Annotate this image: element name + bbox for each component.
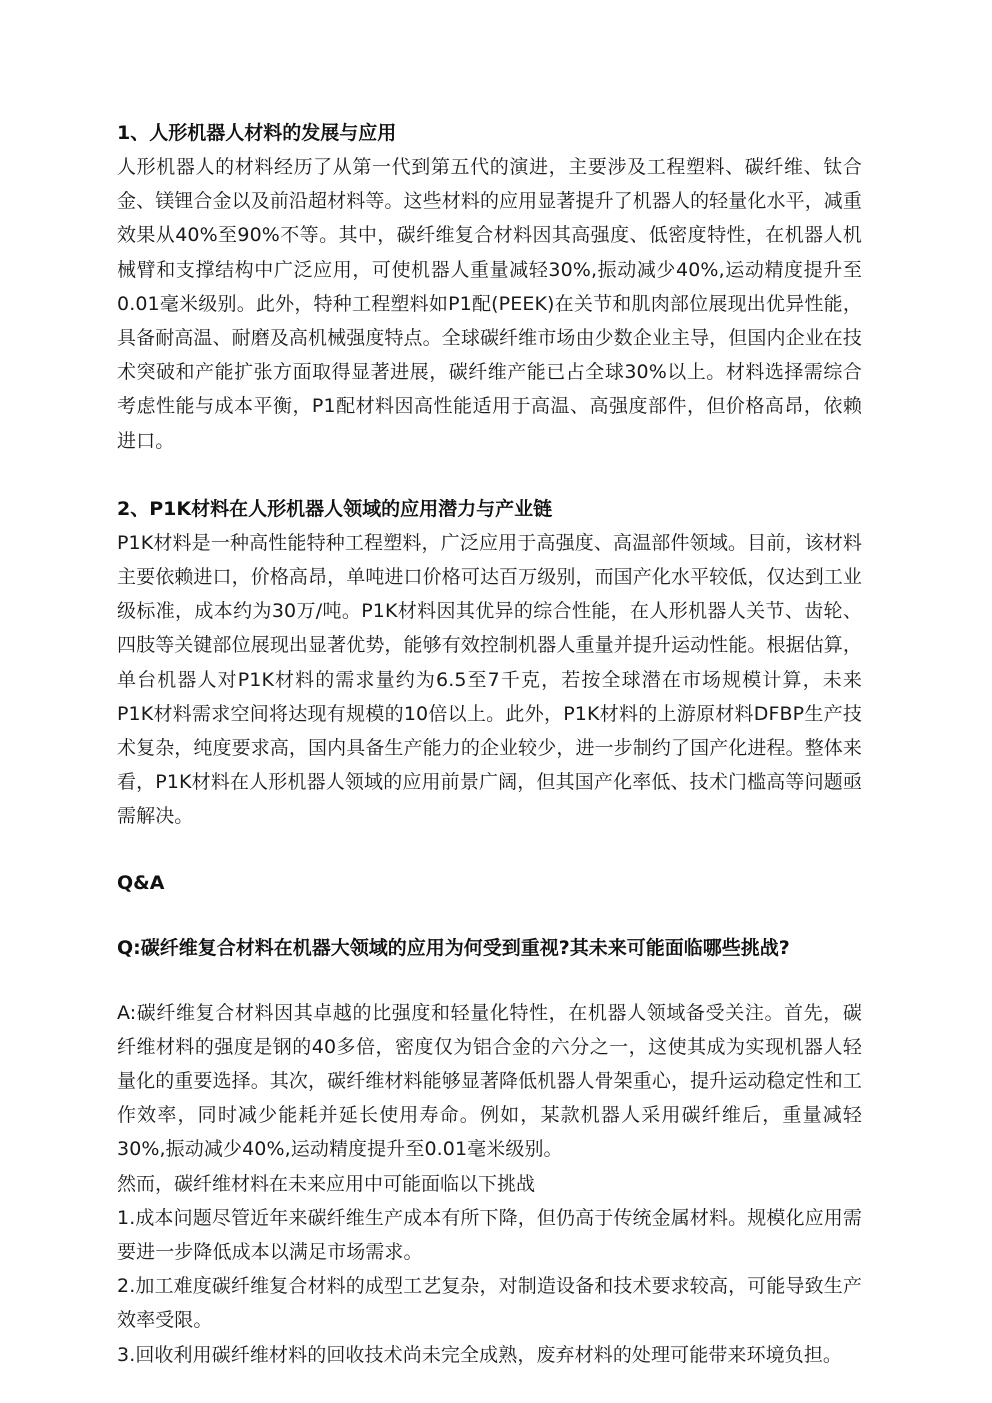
spacer [117,900,862,931]
spacer [117,834,862,866]
answer-paragraph: A:碳纤维复合材料因其卓越的比强度和轻量化特性，在机器人领域备受关注。首先，碳纤维材料的强度是钢的40多倍，密度仅为铝合金的六分之一，这使其成为实现机器人轻量化的重要选择。其次，碳纤维材料能够显著降低机器人骨架重心，提升运动稳定性和工作效率，同时减少能耗并延长使用寿命。例如，某款机器人采用碳纤维后，重量减轻30%,振动减少40%,运动精度提升至0.01毫米级别。 [117,1001,862,1161]
section-paragraph: 人形机器人的材料经历了从第一代到第五代的演进，主要涉及工程塑料、碳纤维、钛合金、镁锂合金以及前沿超材料等。这些材料的应用显著提升了机器人的轻量化水平，减重效果从40%至90%不等。其中，碳纤维复合材料因其高强度、低密度特性，在机器人机械臂和支撑结构中广泛应用，可使机器人重量减轻30%,振动减少40%,运动精度提升至0.01毫米级别。此外，特种工程塑料如P1配(PEEK)在关节和肌肉部位展现出优异性能，具备耐高温、耐磨及高机械强度特点。全球碳纤维市场由少数企业主导，但国内企业在技术突破和产能扩张方面取得显著进展，碳纤维产能已占全球30%以上。材料选择需综合考虑性能与成本平衡，P1配材料因高性能适用于高温、高强度部件，但价格高昂，依赖进口。 [117,156,862,452]
challenge-item: 3.回收利用碳纤维材料的回收技术尚未完全成熟，废弃材料的处理可能带来环境负担。 [117,1343,843,1366]
section-paragraph: P1K材料是一种高性能特种工程塑料，广泛应用于高强度、高温部件领域。目前，该材料主要依赖进口，价格高昂，单吨进口价格可达百万级别，而国产化水平较低，仅达到工业级标准，成本约为30万/吨。P1K材料因其优异的综合性能，在人形机器人关节、齿轮、四肢等关键部位展现出显著优势，能够有效控制机器人重量并提升运动性能。根据估算，单台机器人对P1K材料的需求量约为6.5至7千克，若按全球潜在市场规模计算，未来P1K材料需求空间将达现有规模的10倍以上。此外，P1K材料的上游原材料DFBP生产技术复杂，纯度要求高，国内具备生产能力的企业较少，进一步制约了国产化进程。整体来看，P1K材料在人形机器人领域的应用前景广阔，但其国产化率低、技术门槛高等问题亟需解决。 [117,531,862,828]
challenges-intro: 然而，碳纤维材料在未来应用中可能面临以下挑战 [117,1172,536,1195]
spacer [117,965,862,996]
challenge-item: 1.成本问题尽管近年来碳纤维生产成本有所下降，但仍高于传统金属材料。规模化应用需要进一步降低成本以满足市场需求。 [117,1206,862,1264]
challenge-item: 2.加工难度碳纤维复合材料的成型工艺复杂，对制造设备和技术要求较高，可能导致生产效率受限。 [117,1275,862,1332]
section-qa [117,866,862,1372]
section-heading: 1、人形机器人材料的发展与应用 [117,122,397,144]
qa-heading: Q&A [117,871,165,894]
spacer [117,458,862,492]
section-material-development [117,116,862,458]
document-page [117,116,862,1372]
section-p1k-material [117,492,862,834]
section-heading: 2、P1K材料在人形机器人领域的应用潜力与产业链 [117,497,553,520]
question: Q:碳纤维复合材料在机器大领域的应用为何受到重视?其未来可能面临哪些挑战? [117,936,790,959]
